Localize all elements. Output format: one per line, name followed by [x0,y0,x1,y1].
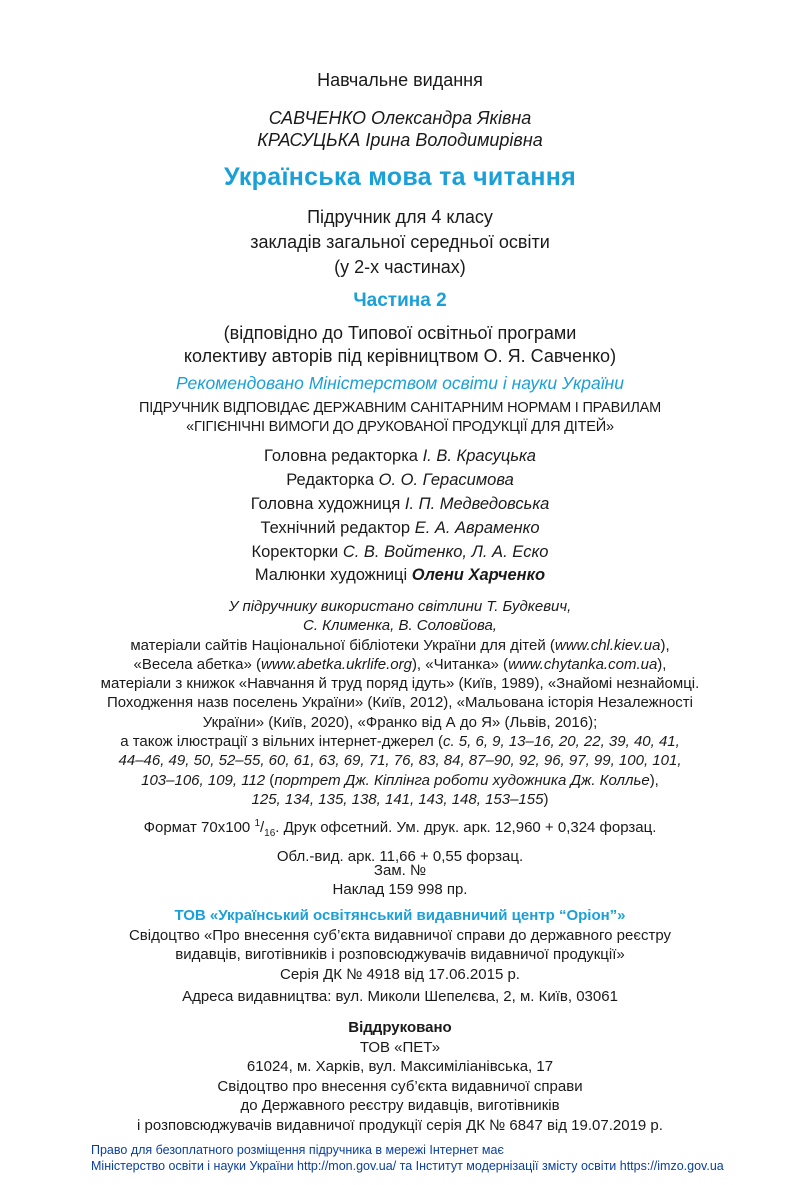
subtitle-line: Підручник для 4 класу [307,207,493,227]
author-2: КРАСУЦЬКА Ірина Володимирівна [257,130,543,150]
author-1: САВЧЕНКО Олександра Яківна [268,108,532,128]
program-line: (відповідно до Типової освітньої програми [223,323,577,343]
order-info [0,861,800,899]
program-note [0,322,800,368]
publisher [0,906,800,984]
printer-line: 61024, м. Харків, вул. Максиміліанівська, 17 [246,1058,554,1075]
credits-line: матеріали сайтів Національної бібліотеки України для дітей (www.chl.kiev.ua), [130,636,670,654]
credits-line: 125, 134, 135, 138, 141, 143, 148, 153–155) [251,790,549,808]
program-line: колективу авторів під керівництвом О. Я. Савченко) [183,346,617,366]
license-footer [91,1142,724,1174]
printer-line: Свідоцтво про внесення суб’єкта видавничої справи [217,1077,583,1095]
credits-line: Походження назв поселень України» (Київ, 2012), «Мальована історія Незалежності [106,694,694,712]
printer-line: і розповсюджувачів видавничої продукції серія ДК № 6847 від 19.07.2019 р. [137,1116,663,1134]
credits-line: С. Клименка, В. Соловйова, [303,617,497,635]
credits-line: У підручнику використано світлини Т. Будкевич, [228,598,572,615]
staff-row: Редакторка О. О. Герасимова [286,471,514,489]
printer-name: ТОВ «ПЕТ» [359,1038,441,1056]
publisher-line: Серія ДК № 4918 від 17.06.2015 р. [280,965,520,983]
staff-row: Головна редакторка І. В. Красуцька [264,447,536,465]
staff-list [0,444,800,564]
publisher-line: видавців, виготівників і розповсюджувачів видавничої продукції» [175,946,625,963]
illustrator: Малюнки художниці Олени Харченко [254,566,546,584]
authors [0,107,800,151]
edition-sheets: Обл.-вид. арк. 11,66 + 0,55 форзац. [276,848,524,865]
sanitary-line: ПІДРУЧНИК ВІДПОВІДАЄ ДЕРЖАВНИМ САНІТАРНИМ НОРМАМ І ПРАВИЛАМ [138,400,662,416]
staff-row: Головна художниця І. П. Медведовська [250,495,550,513]
printer-line: до Державного реєстру видавців, виготівників [240,1097,560,1114]
subtitle-line: закладів загальної середньої освіти [250,232,550,252]
footer-line: Право для безоплатного розміщення підручника в мережі Інтернет має [91,1143,504,1157]
publisher-line: Свідоцтво «Про внесення суб’єкта видавничої справи до державного реєстру [128,926,672,944]
circulation: Наклад 159 998 пр. [332,881,468,898]
credits [0,597,800,809]
print-specs [0,812,800,868]
staff-row: Технічний редактор Е. А. Авраменко [260,519,540,537]
credits-line: 44–46, 49, 50, 52–55, 60, 61, 63, 69, 71, 76, 83, 84, 87–90, 92, 96, 97, 99, 100, 101, [118,752,682,770]
subtitle [0,205,800,280]
recommendation: Рекомендовано Міністерством освіти і науки України [176,373,624,393]
printer [0,1018,800,1135]
credits-line: 103–106, 109, 112 (портрет Дж. Кіплінга роботи художника Дж. Коллье), [141,771,659,789]
sanitary-line: «ГІГІЄНІЧНІ ВИМОГИ ДО ДРУКОВАНОЇ ПРОДУКЦІЇ ДЛЯ ДІТЕЙ» [186,419,614,435]
edition-type: Навчальне видання [317,70,483,90]
credits-line: України» (Київ, 2020), «Франко від А до Я» (Львів, 2016); [202,713,598,731]
credits-line: а також ілюстрації з вільних інтернет-джерел (с. 5, 6, 9, 13–16, 20, 22, 39, 40, 41, [120,733,680,751]
subtitle-line: (у 2-х частинах) [334,257,466,277]
sanitary-notice [0,399,800,437]
order-number: Зам. № [373,862,427,879]
footer-line: Міністерство освіти і науки України http://mon.gov.ua/ та Інститут модернізації змісту освіти https://imzo.gov.ua [91,1159,724,1173]
publisher-address: Адреса видавництва: вул. Миколи Шепелєва, 2, м. Київ, 03061 [182,988,618,1005]
credits-line: матеріали з книжок «Навчання й труд поряд ідуть» (Київ, 1989), «Знайомі незнайомці. [100,675,700,693]
part-label: Частина 2 [353,290,447,311]
printer-heading: Віддруковано [348,1019,452,1036]
format-line: Формат 70x100 $^1/_{16}$. Друк офсетний. Ум. друк. арк. 12,960 + 0,324 форзац. [143,818,657,839]
credits-line: «Весела абетка» (www.abetka.ukrlife.org), «Читанка» (www.chytanka.com.ua), [133,655,667,673]
staff-row: Коректорки С. В. Войтенко, Л. А. Еско [251,543,549,561]
book-title: Українська мова та читання [223,163,577,191]
publisher-name: ТОВ «Український освітянський видавничий центр “Оріон”» [174,907,626,924]
